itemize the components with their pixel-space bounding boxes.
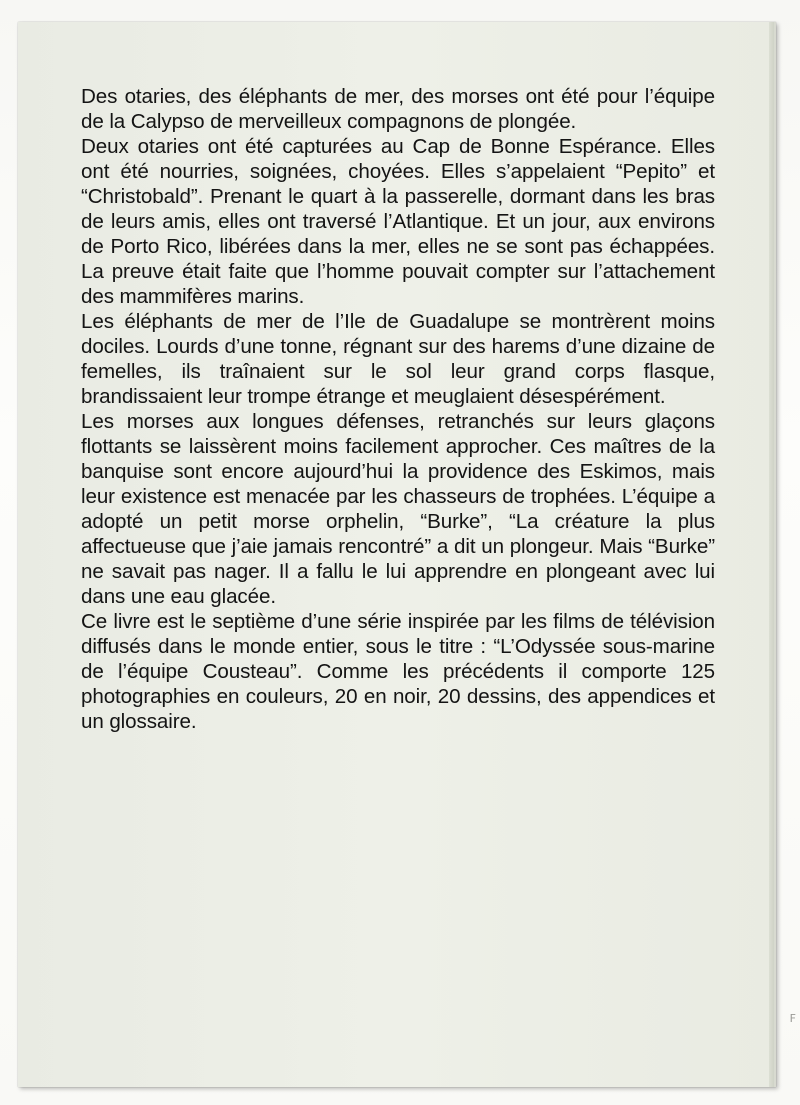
edge-mark: F	[789, 1012, 796, 1025]
paragraph-series: Ce livre est le septième d’une série inspirée par les films de télévision diffusés dans le monde entier, sous le titre : “L’Odyssée sous-marine de l’équipe Cousteau”. Comme les précédents il comporte 125 photographies en couleurs, 20 en noir, 20 dessins, des appendices et un glossaire.	[81, 610, 715, 733]
paragraph-elephants: Les éléphants de mer de l’Ile de Guadalupe se montrèrent moins dociles. Lourds d’une tonne, régnant sur des harems d’une dizaine de femelles, ils traînaient sur le sol leur grand corps flasque, brandissaient leur trompe étrange et meuglaient désespérément.	[81, 310, 715, 408]
paragraph-intro: Des otaries, des éléphants de mer, des morses ont été pour l’équipe de la Calypso de merveilleux compagnons de plongée.	[81, 85, 715, 133]
book-back-cover	[18, 22, 776, 1087]
paragraph-otaries: Deux otaries ont été capturées au Cap de Bonne Espérance. Elles ont été nourries, soignées, choyées. Elles s’appelaient “Pepito” et “Christobald”. Prenant le quart à la passerelle, dormant dans les bras de leurs amis, elles ont traversé l’Atlantique. Et un jour, aux environs de Porto Rico, libérées dans la mer, elles ne se sont pas échappées. La preuve était faite que l’homme pouvait compter sur l’attachement des mammifères marins.	[81, 135, 715, 308]
paragraph-morses: Les morses aux longues défenses, retranchés sur leurs glaçons flottants se laissèrent moins facilement approcher. Ces maîtres de la banquise sont encore aujourd’hui la providence des Eskimos, mais leur existence est menacée par les chasseurs de trophées. L’équipe a adopté un petit morse orphelin, “Burke”, “La créature la plus affectueuse que j’aie jamais rencontré” a dit un plongeur. Mais “Burke” ne savait pas nager. Il a fallu le lui apprendre en plongeant avec lui dans une eau glacée.	[81, 410, 715, 608]
back-cover-text	[81, 84, 715, 734]
cover-edge	[769, 22, 774, 1087]
